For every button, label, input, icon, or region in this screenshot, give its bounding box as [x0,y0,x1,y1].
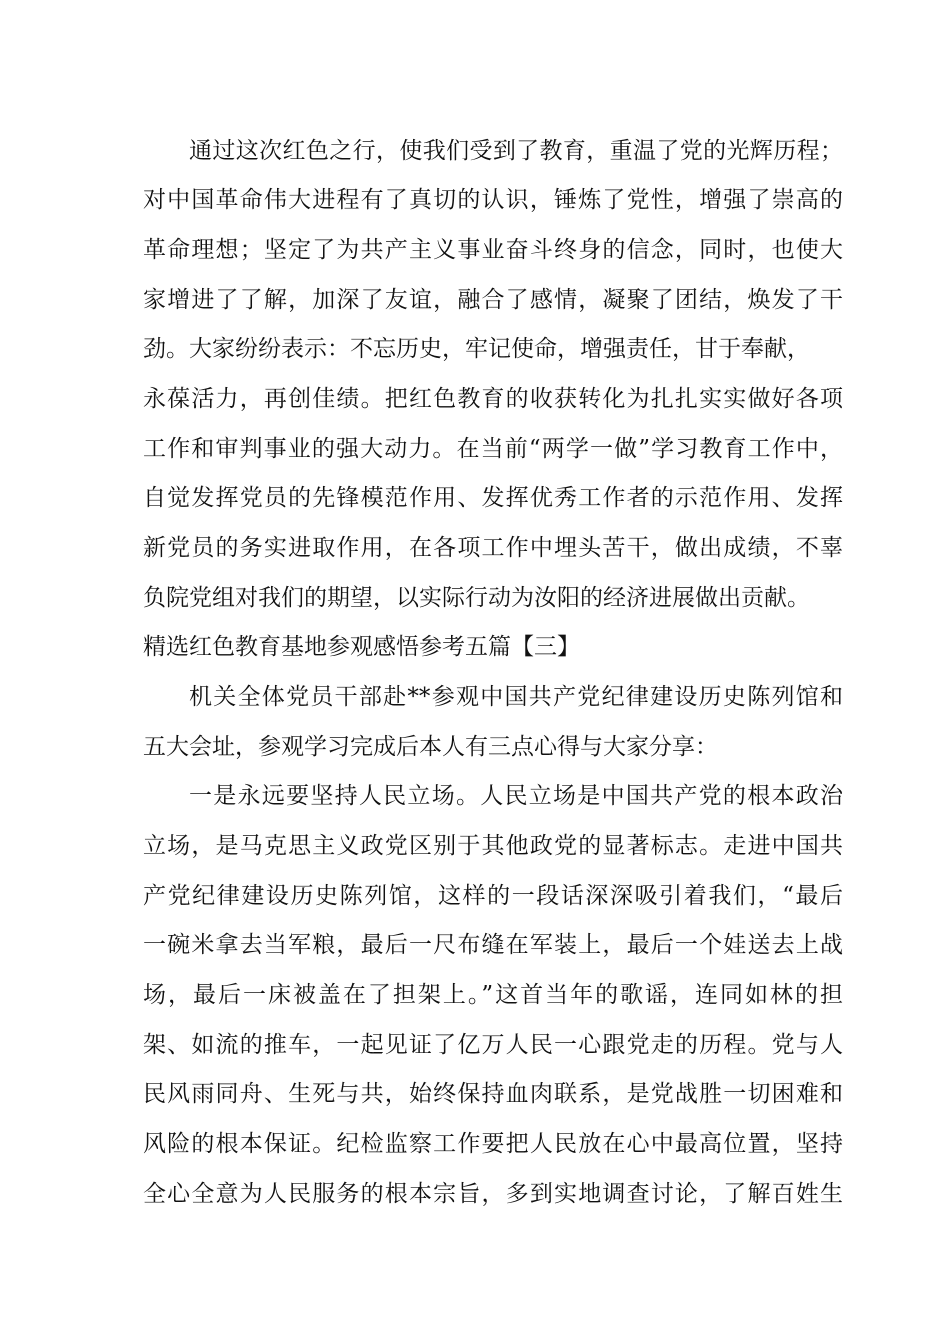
paragraph-line: 负院党组对我们的期望，以实际行动为汝阳的经济进展做出贡献。 [143,585,810,611]
paragraph-line: 场，最后一床被盖在了担架上。”这首当年的歌谣，连同如林的担 [143,982,843,1008]
paragraph-line: 一碗米拿去当军粮，最后一尺布缝在军装上，最后一个娃送去上战 [143,932,843,958]
paragraph-line: 自觉发挥党员的先锋模范作用、发挥优秀工作者的示范作用、发挥 [143,485,843,511]
paragraph-line: 工作和审判事业的强大动力。在当前“两学一做”学习教育工作中， [143,436,843,462]
paragraph-line: 新党员的务实进取作用，在各项工作中埋头苦干，做出成绩，不辜 [143,535,843,561]
paragraph-line: 立场，是马克思主义政党区别于其他政党的显著标志。走进中国共 [143,833,843,859]
paragraph-line: 对中国革命伟大进程有了真切的认识，锤炼了党性，增强了崇高的 [143,187,843,213]
section-heading: 精选红色教育基地参观感悟参考五篇【三】 [143,634,580,660]
paragraph-line: 革命理想；坚定了为共产主义事业奋斗终身的信念，同时，也使大 [143,237,843,263]
paragraph-line: 民风雨同舟、生死与共，始终保持血肉联系，是党战胜一切困难和 [143,1081,843,1107]
paragraph-line: 家增进了了解，加深了友谊，融合了感情，凝聚了团结，焕发了干 [143,287,843,313]
paragraph-line: 永葆活力，再创佳绩。把红色教育的收获转化为扎扎实实做好各项 [143,386,843,412]
paragraph-line: 五大会址，参观学习完成后本人有三点心得与大家分享： [143,734,718,760]
paragraph-line: 全心全意为人民服务的根本宗旨，多到实地调查讨论，了解百姓生 [143,1181,843,1207]
paragraph-line: 风险的根本保证。纪检监察工作要把人民放在心中最高位置，坚持 [143,1131,843,1157]
paragraph-line: 通过这次红色之行，使我们受到了教育，重温了党的光辉历程； [189,138,843,164]
paragraph-line: 机关全体党员干部赴**参观中国共产党纪律建设历史陈列馆和 [189,684,843,710]
paragraph-line: 架、如流的推车，一起见证了亿万人民一心跟党走的历程。党与人 [143,1032,843,1058]
paragraph-line: 产党纪律建设历史陈列馆，这样的一段话深深吸引着我们，“最后 [143,883,843,909]
paragraph-line: 一是永远要坚持人民立场。人民立场是中国共产党的根本政治 [189,783,843,809]
paragraph-line: 劲。大家纷纷表示：不忘历史，牢记使命，增强责任，甘于奉献， [143,336,810,362]
